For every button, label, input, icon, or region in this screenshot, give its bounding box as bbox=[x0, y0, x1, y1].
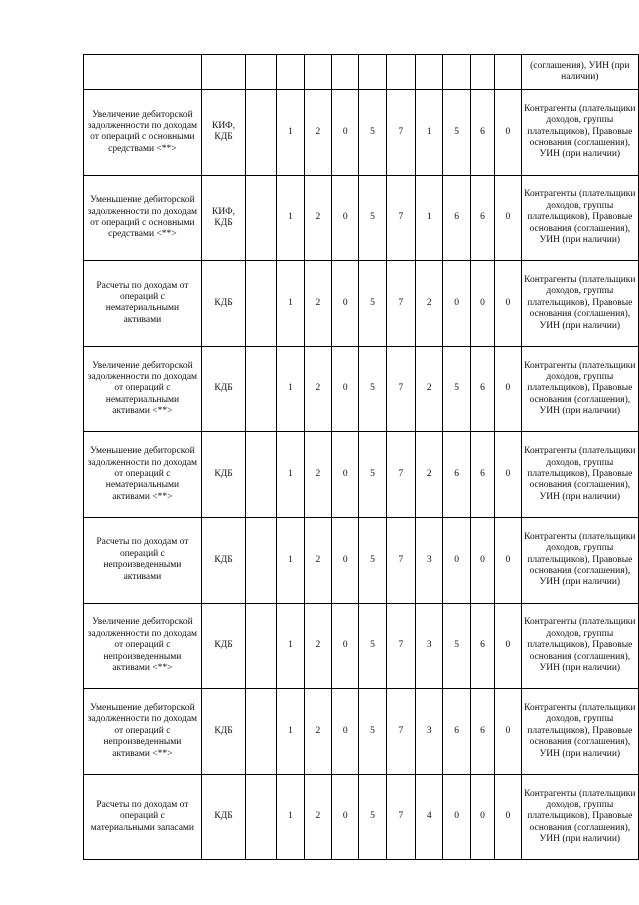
empty-cell bbox=[246, 432, 277, 518]
digit-cell: 0 bbox=[332, 689, 359, 775]
digit-cell: 1 bbox=[277, 261, 304, 347]
digit-cell: 3 bbox=[416, 603, 443, 689]
account-name-cell: Увеличение дебиторской задолженности по доходам от операций с непроизведенными активами <**> bbox=[84, 603, 202, 689]
digit-cell bbox=[495, 55, 521, 90]
empty-cell bbox=[246, 774, 277, 860]
digit-cell: 5 bbox=[359, 261, 386, 347]
digit-cell: 5 bbox=[359, 432, 386, 518]
digit-cell: 1 bbox=[277, 689, 304, 775]
digit-cell: 2 bbox=[304, 603, 331, 689]
kind-cell: КИФ, КДБ bbox=[201, 175, 245, 261]
digit-cell: 5 bbox=[359, 774, 386, 860]
empty-cell bbox=[246, 603, 277, 689]
digit-cell: 5 bbox=[443, 346, 470, 432]
account-name-cell bbox=[84, 55, 202, 90]
empty-cell bbox=[246, 261, 277, 347]
digit-cell: 2 bbox=[304, 517, 331, 603]
analytics-cell: Контрагенты (плательщики доходов, группы плательщиков), Правовые основания (соглашения), УИН (при наличии) bbox=[521, 689, 638, 775]
digit-cell: 0 bbox=[495, 689, 521, 775]
digit-cell: 7 bbox=[386, 346, 415, 432]
kind-cell: КДБ bbox=[201, 346, 245, 432]
digit-cell bbox=[470, 55, 494, 90]
digit-cell: 0 bbox=[332, 603, 359, 689]
digit-cell: 2 bbox=[304, 175, 331, 261]
digit-cell: 0 bbox=[495, 517, 521, 603]
digit-cell: 0 bbox=[495, 603, 521, 689]
digit-cell: 3 bbox=[416, 517, 443, 603]
kind-cell: КИФ, КДБ bbox=[201, 90, 245, 176]
digit-cell: 7 bbox=[386, 261, 415, 347]
digit-cell: 7 bbox=[386, 432, 415, 518]
digit-cell: 6 bbox=[443, 432, 470, 518]
digit-cell: 0 bbox=[495, 774, 521, 860]
digit-cell: 0 bbox=[332, 90, 359, 176]
digit-cell: 1 bbox=[277, 432, 304, 518]
digit-cell: 3 bbox=[416, 689, 443, 775]
table-row bbox=[84, 175, 639, 261]
digit-cell: 1 bbox=[416, 175, 443, 261]
digit-cell: 0 bbox=[332, 261, 359, 347]
analytics-cell: Контрагенты (плательщики доходов, группы плательщиков), Правовые основания (соглашения), УИН (при наличии) bbox=[521, 517, 638, 603]
digit-cell: 0 bbox=[470, 261, 494, 347]
digit-cell: 7 bbox=[386, 517, 415, 603]
account-name-cell: Уменьшение дебиторской задолженности по доходам от операций с основными средствами <**> bbox=[84, 175, 202, 261]
table-row bbox=[84, 517, 639, 603]
digit-cell: 2 bbox=[304, 346, 331, 432]
digit-cell: 0 bbox=[332, 175, 359, 261]
digit-cell: 5 bbox=[359, 603, 386, 689]
digit-cell: 1 bbox=[277, 346, 304, 432]
analytics-cell: Контрагенты (плательщики доходов, группы плательщиков), Правовые основания (соглашения), УИН (при наличии) bbox=[521, 261, 638, 347]
digit-cell: 5 bbox=[359, 90, 386, 176]
kind-cell: КДБ bbox=[201, 261, 245, 347]
digit-cell: 2 bbox=[304, 432, 331, 518]
digit-cell: 0 bbox=[470, 517, 494, 603]
digit-cell: 6 bbox=[470, 603, 494, 689]
table-row bbox=[84, 261, 639, 347]
digit-cell: 0 bbox=[495, 432, 521, 518]
digit-cell: 2 bbox=[304, 90, 331, 176]
digit-cell: 0 bbox=[332, 774, 359, 860]
digit-cell: 6 bbox=[470, 689, 494, 775]
digit-cell: 0 bbox=[495, 261, 521, 347]
digit-cell: 7 bbox=[386, 175, 415, 261]
digit-cell: 7 bbox=[386, 90, 415, 176]
digit-cell: 7 bbox=[386, 689, 415, 775]
account-name-cell: Уменьшение дебиторской задолженности по доходам от операций с непроизведенными активами <**> bbox=[84, 689, 202, 775]
analytics-cell: (соглашения), УИН (при наличии) bbox=[521, 55, 638, 90]
digit-cell: 6 bbox=[470, 432, 494, 518]
digit-cell: 0 bbox=[332, 432, 359, 518]
kind-cell: КДБ bbox=[201, 774, 245, 860]
kind-cell: КДБ bbox=[201, 517, 245, 603]
kind-cell: КДБ bbox=[201, 689, 245, 775]
digit-cell bbox=[246, 55, 277, 90]
digit-cell: 0 bbox=[495, 90, 521, 176]
table-row bbox=[84, 432, 639, 518]
digit-cell: 6 bbox=[443, 689, 470, 775]
table-row bbox=[84, 90, 639, 176]
digit-cell: 5 bbox=[443, 90, 470, 176]
digit-cell: 6 bbox=[470, 346, 494, 432]
account-name-cell: Расчеты по доходам от операций с нематериальными активами bbox=[84, 261, 202, 347]
digit-cell bbox=[386, 55, 415, 90]
empty-cell bbox=[246, 346, 277, 432]
digit-cell: 1 bbox=[277, 603, 304, 689]
empty-cell bbox=[246, 517, 277, 603]
digit-cell: 5 bbox=[359, 689, 386, 775]
digit-cell: 1 bbox=[416, 90, 443, 176]
digit-cell: 1 bbox=[277, 517, 304, 603]
digit-cell bbox=[443, 55, 470, 90]
digit-cell bbox=[277, 55, 304, 90]
digit-cell: 5 bbox=[359, 517, 386, 603]
kind-cell: КДБ bbox=[201, 432, 245, 518]
digit-cell: 0 bbox=[470, 774, 494, 860]
digit-cell: 2 bbox=[416, 432, 443, 518]
analytics-cell: Контрагенты (плательщики доходов, группы плательщиков), Правовые основания (соглашения), УИН (при наличии) bbox=[521, 432, 638, 518]
digit-cell: 2 bbox=[416, 261, 443, 347]
analytics-cell: Контрагенты (плательщики доходов, группы плательщиков), Правовые основания (соглашения), УИН (при наличии) bbox=[521, 175, 638, 261]
kind-cell: КДБ bbox=[201, 603, 245, 689]
digit-cell bbox=[304, 55, 331, 90]
analytics-cell: Контрагенты (плательщики доходов, группы плательщиков), Правовые основания (соглашения), УИН (при наличии) bbox=[521, 603, 638, 689]
digit-cell: 7 bbox=[386, 774, 415, 860]
table-row-continued bbox=[84, 55, 639, 90]
digit-cell: 5 bbox=[443, 603, 470, 689]
digit-cell: 5 bbox=[359, 346, 386, 432]
digit-cell: 2 bbox=[304, 261, 331, 347]
digit-cell: 5 bbox=[359, 175, 386, 261]
digit-cell: 0 bbox=[495, 346, 521, 432]
table-row bbox=[84, 689, 639, 775]
digit-cell: 0 bbox=[443, 774, 470, 860]
digit-cell: 1 bbox=[277, 90, 304, 176]
analytics-cell: Контрагенты (плательщики доходов, группы плательщиков), Правовые основания (соглашения), УИН (при наличии) bbox=[521, 774, 638, 860]
digit-cell bbox=[359, 55, 386, 90]
digit-cell bbox=[332, 55, 359, 90]
digit-cell: 2 bbox=[304, 774, 331, 860]
digit-cell: 4 bbox=[416, 774, 443, 860]
digit-cell: 2 bbox=[416, 346, 443, 432]
account-name-cell: Расчеты по доходам от операций с материальными запасами bbox=[84, 774, 202, 860]
digit-cell: 0 bbox=[332, 517, 359, 603]
digit-cell: 6 bbox=[470, 175, 494, 261]
table-row bbox=[84, 346, 639, 432]
digit-cell: 7 bbox=[386, 603, 415, 689]
digit-cell: 1 bbox=[277, 175, 304, 261]
digit-cell: 2 bbox=[304, 689, 331, 775]
digit-cell: 1 bbox=[277, 774, 304, 860]
empty-cell bbox=[246, 90, 277, 176]
account-name-cell: Увеличение дебиторской задолженности по доходам от операций с основными средствами <**> bbox=[84, 90, 202, 176]
digit-cell: 6 bbox=[443, 175, 470, 261]
digit-cell: 6 bbox=[470, 90, 494, 176]
analytics-cell: Контрагенты (плательщики доходов, группы плательщиков), Правовые основания (соглашения), УИН (при наличии) bbox=[521, 346, 638, 432]
kind-cell bbox=[201, 55, 245, 90]
digit-cell: 0 bbox=[495, 175, 521, 261]
account-name-cell: Увеличение дебиторской задолженности по доходам от операций с нематериальными активами <**> bbox=[84, 346, 202, 432]
digit-cell bbox=[416, 55, 443, 90]
digit-cell: 0 bbox=[443, 261, 470, 347]
digit-cell: 0 bbox=[443, 517, 470, 603]
analytics-cell: Контрагенты (плательщики доходов, группы плательщиков), Правовые основания (соглашения), УИН (при наличии) bbox=[521, 90, 638, 176]
account-name-cell: Расчеты по доходам от операций с непроизведенными активами bbox=[84, 517, 202, 603]
empty-cell bbox=[246, 689, 277, 775]
account-name-cell: Уменьшение дебиторской задолженности по доходам от операций с нематериальными активами <**> bbox=[84, 432, 202, 518]
digit-cell: 0 bbox=[332, 346, 359, 432]
accounts-table bbox=[83, 54, 639, 860]
empty-cell bbox=[246, 175, 277, 261]
table-row bbox=[84, 774, 639, 860]
table-row bbox=[84, 603, 639, 689]
